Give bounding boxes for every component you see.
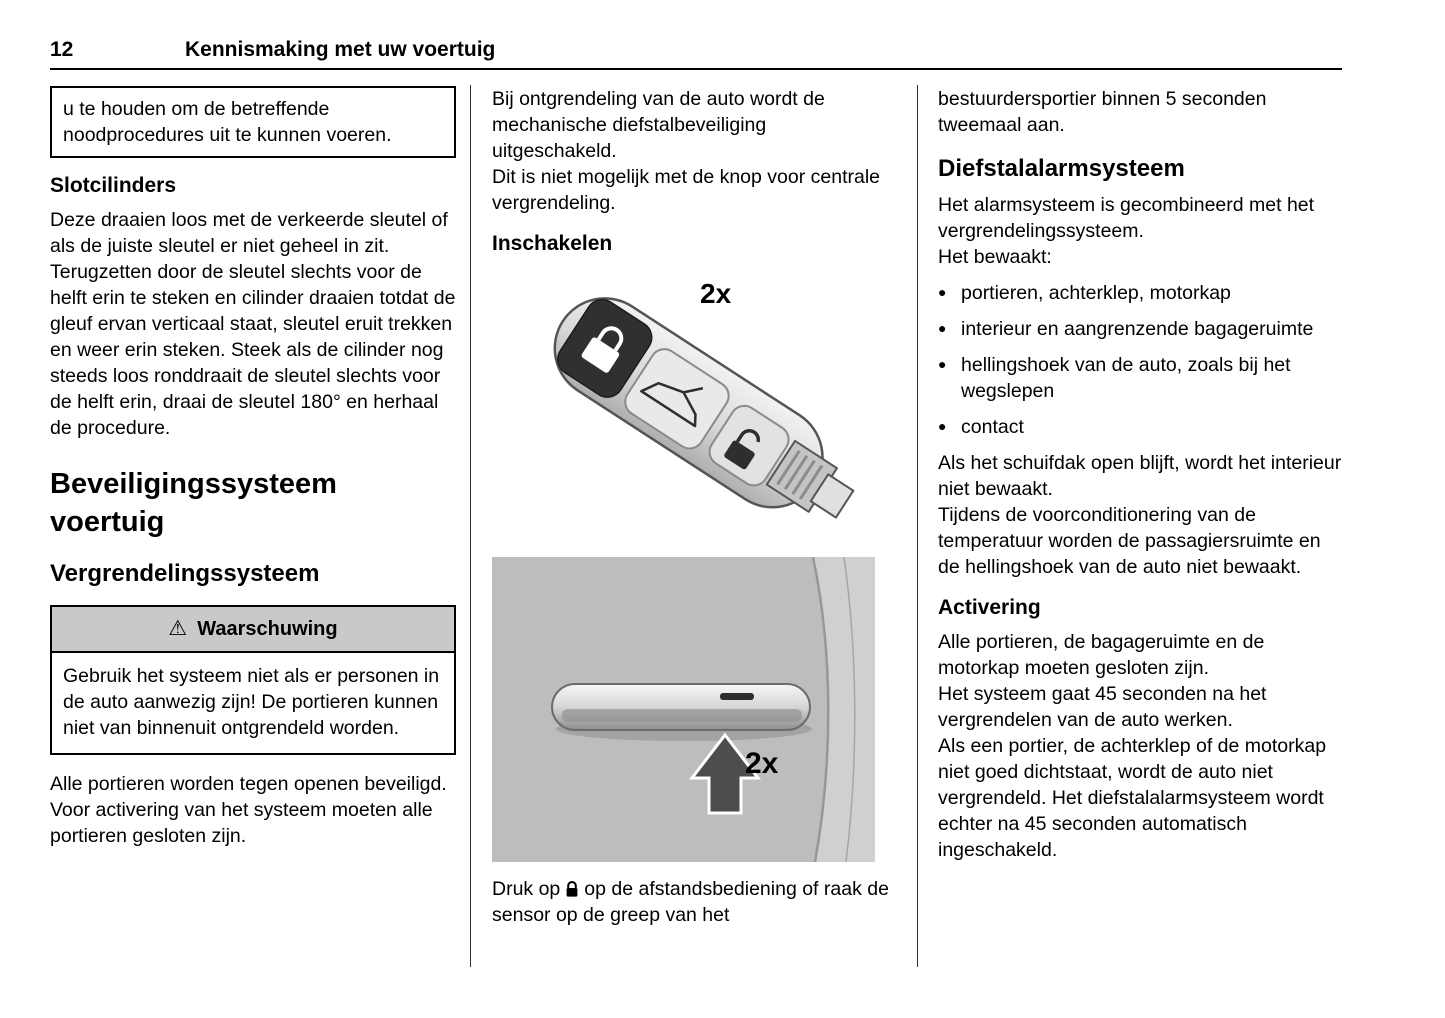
list-item-text: contact bbox=[961, 416, 1024, 438]
paragraph: bestuurdersportier binnen 5 seconden tweemaal aan. bbox=[938, 88, 1267, 136]
bullet-icon: ● bbox=[938, 320, 947, 336]
paragraph: Het systeem gaat 45 seconden na het vergrendelen van de auto werken. bbox=[938, 683, 1267, 731]
warning-box bbox=[50, 605, 456, 755]
key-fob-image bbox=[492, 271, 892, 539]
touch-twice-label: 2x bbox=[745, 747, 779, 780]
press-twice-label: 2x bbox=[700, 278, 732, 309]
paragraph: Het alarmsysteem is gecombineerd met het vergrendelingssysteem. bbox=[938, 194, 1315, 242]
heading-slotcilinders: Slotcilinders bbox=[50, 174, 177, 197]
lock-icon bbox=[565, 880, 579, 898]
list-item bbox=[938, 414, 1342, 440]
door-handle bbox=[552, 684, 810, 730]
handle-caption bbox=[492, 876, 892, 928]
caption-text: op de afstandsbediening of raak de sensor op de greep van het bbox=[492, 878, 889, 926]
middle-column bbox=[492, 86, 892, 928]
warning-title-bar bbox=[52, 607, 454, 653]
paragraph: Alle portieren, de bagageruimte en de motorkap moeten gesloten zijn. bbox=[938, 631, 1265, 679]
chapter-title: Kennismaking met uw voertuig bbox=[185, 38, 496, 61]
warning-triangle-icon: ⚠ bbox=[168, 617, 188, 640]
page-number: 12 bbox=[50, 38, 74, 61]
heading-activering: Activering bbox=[938, 596, 1041, 619]
paragraph: Als het schuifdak open blijft, wordt het interieur niet bewaakt. bbox=[938, 452, 1342, 500]
paragraph: Tijdens de voorconditionering van de temperatuur worden de passagiersruimte en de hellingshoek van de auto niet bewaakt. bbox=[938, 504, 1321, 578]
header-rule bbox=[50, 68, 1342, 70]
paragraph: Voor activering van het systeem moeten alle portieren gesloten zijn. bbox=[50, 799, 433, 847]
heading-inschakelen: Inschakelen bbox=[492, 232, 613, 255]
caption-text: Druk op bbox=[492, 878, 561, 900]
paragraph: Als een portier, de achterklep of de motorkap niet goed dichtstaat, wordt de auto niet vergrendeld. Het diefstalalarmsysteem wordt echter na 45 seconden automatisch ingeschakeld. bbox=[938, 735, 1327, 861]
right-column bbox=[938, 86, 1342, 863]
column-divider bbox=[470, 85, 471, 967]
heading-beveiligingssysteem-voertuig: Beveiligingssysteem voertuig bbox=[50, 468, 337, 538]
handle-sensor-mark bbox=[720, 693, 754, 700]
list-item-text: interieur en aangrenzende bagageruimte bbox=[961, 318, 1314, 340]
heading-diefstalalarmsysteem: Diefstalalarmsysteem bbox=[938, 155, 1185, 182]
bullet-icon: ● bbox=[938, 284, 947, 300]
list-item bbox=[938, 352, 1342, 404]
slotcilinders-text: Deze draaien loos met de verkeerde sleutel of als de juiste sleutel er niet geheel in zit. Terugzetten door de sleutel slechts voor de helft erin te steken en cilinder draaien totdat de gleuf ervan verticaal staat, sleutel eruit trekken en weer erin steken. Steek als de cilinder nog steeds loos ronddraait de sleutel slechts voor de helft erin, draai de sleutel 180° en herhaal de procedure. bbox=[50, 209, 456, 439]
warning-body bbox=[52, 653, 454, 753]
monitored-items-list bbox=[938, 280, 1342, 440]
list-item-text: hellingshoek van de auto, zoals bij het wegslepen bbox=[961, 354, 1291, 402]
paragraph: Alle portieren worden tegen openen beveiligd. bbox=[50, 773, 447, 795]
list-item-text: portieren, achterklep, motorkap bbox=[961, 282, 1231, 304]
continuation-text: u te houden om de betreffende noodprocedures uit te kunnen voeren. bbox=[63, 98, 392, 146]
list-item bbox=[938, 280, 1342, 306]
bullet-icon: ● bbox=[938, 418, 947, 434]
heading-vergrendelingssysteem: Vergrendelingssysteem bbox=[50, 560, 320, 587]
key-fob-figure bbox=[492, 271, 892, 539]
door-handle-figure bbox=[492, 557, 875, 862]
continuation-text-box bbox=[50, 86, 456, 158]
paragraph: Het bewaakt: bbox=[938, 246, 1052, 268]
door-handle-image bbox=[492, 557, 875, 862]
warning-text: Gebruik het systeem niet als er personen in de auto aanwezig zijn! De portieren kunnen niet van binnenuit ontgrendeld worden. bbox=[63, 665, 440, 739]
left-column bbox=[50, 86, 456, 849]
column-divider bbox=[917, 85, 918, 967]
paragraph: Bij ontgrendeling van de auto wordt de mechanische diefstalbeveiliging uitgeschakeld. bbox=[492, 88, 825, 162]
paragraph: Dit is niet mogelijk met de knop voor centrale vergrendeling. bbox=[492, 166, 881, 214]
warning-title-text: Waarschuwing bbox=[197, 618, 338, 640]
bullet-icon: ● bbox=[938, 356, 947, 372]
list-item bbox=[938, 316, 1342, 342]
